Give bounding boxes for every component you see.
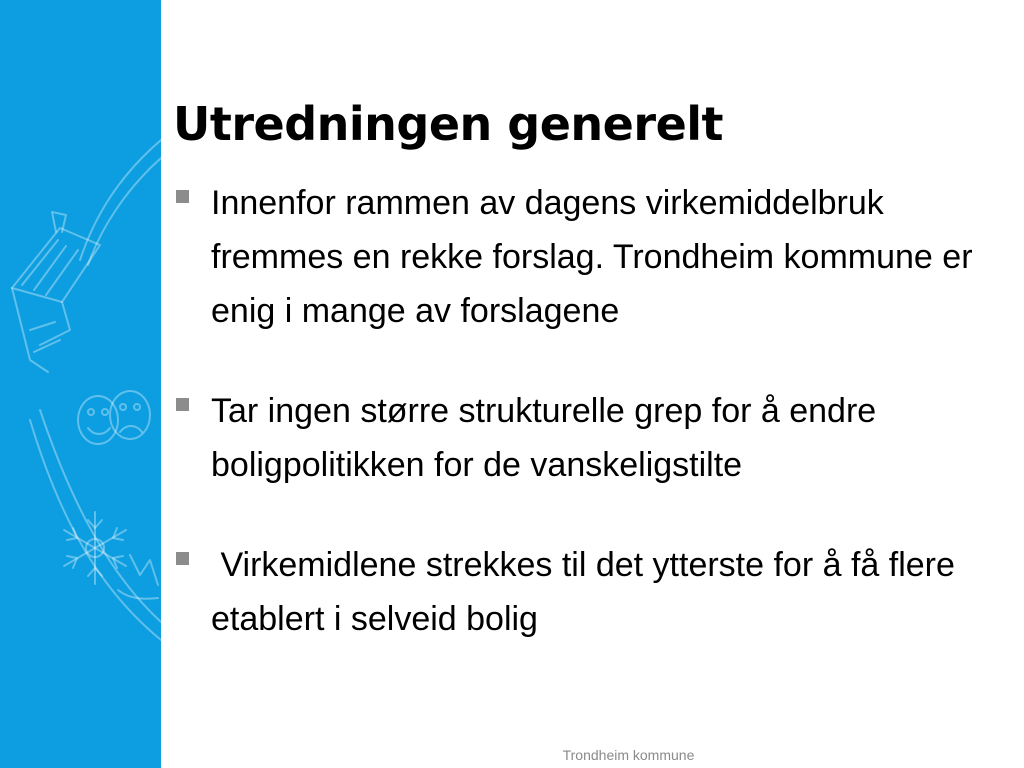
bullet-list [173,176,1013,646]
slide-title: Utredningen generelt [173,97,724,151]
trondheim-line-art-decoration-icon [0,0,161,768]
bullet-text: Tar ingen større strukturelle grep for å endre boligpolitikken for de vanskeligstilte [211,392,877,484]
bullet-text: Virkemidlene strekkes til det ytterste for å få flere etablert i selveid bolig [211,546,965,638]
bullet-text: Innenfor rammen av dagens virkemiddelbruk fremmes en rekke forslag. Trondheim kommune er enig i mange av forslagene [211,184,973,330]
sidebar-decoration-panel [0,0,161,768]
square-bullet-icon [176,190,189,203]
slide-footer: Trondheim kommune [562,747,695,763]
square-bullet-icon [176,552,189,565]
square-bullet-icon [176,398,189,411]
bullet-item [173,538,1013,646]
bullet-item [173,384,1013,492]
bullet-item [173,176,1013,338]
